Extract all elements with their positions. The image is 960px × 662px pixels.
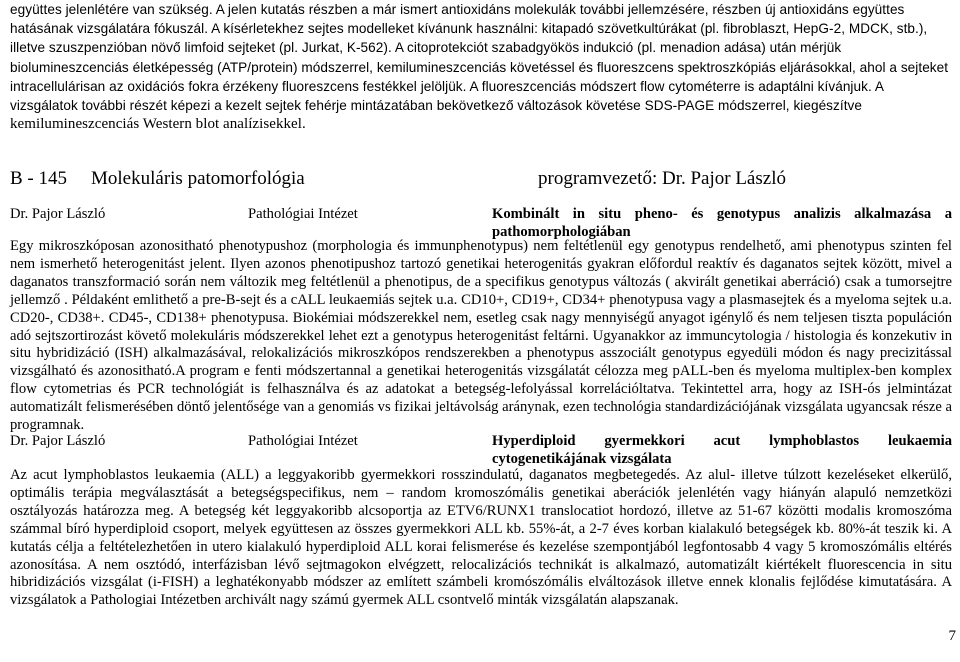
intro-line: vizsgálatok további részét képezi a kezelt sejtek fehérje mintázatában bekövetkező változások követése SDS-PAGE módszerrel, kiegészítve — [10, 98, 862, 114]
project-header — [10, 433, 952, 469]
intro-line: illetve szuszpenzióban növő limfoid sejteket (pl. Jurkat, K-562). A citoprotekciót szabadgyökös indukció (pl. menadion adása) után mérjük — [10, 40, 842, 56]
section-heading — [10, 168, 952, 190]
project-title — [492, 206, 952, 241]
project-leader: Dr. Pajor László — [10, 206, 106, 222]
project-title-line: Hyperdiploid gyermekkori acut lymphoblastos leukaemia — [492, 433, 952, 449]
project-header — [10, 206, 952, 242]
project-leader: Dr. Pajor László — [10, 433, 106, 449]
project-institute: Pathológiai Intézet — [248, 433, 358, 449]
project-title — [492, 433, 952, 468]
project-title-line: pathomorphologiában — [492, 223, 631, 240]
page-number: 7 — [948, 628, 956, 644]
project-institute: Pathológiai Intézet — [248, 206, 358, 222]
project-title-line: Kombinált in situ pheno- és genotypus analizis alkalmazása a — [492, 206, 952, 222]
intro-line: hatásának vizsgálatára fókuszál. A kísérletekhez sejtes modelleket kívánunk használni: kitapadó szövetkultúrákat (pl. fibroblaszt, HepG-2, MDCK, stb.), — [10, 21, 928, 37]
intro-line: intracellulárisan az oxidációs fokra érzékeny fluoreszcens festékkel jelöljük. A fluoreszcenciás módszert flow cytométerre is adaptálni kívánjuk. A — [10, 78, 884, 94]
section-code: B - 145 — [10, 168, 67, 189]
section-title: Molekuláris patomorfológia — [91, 168, 305, 189]
project-title-line: cytogenetikájának vizsgálata — [492, 450, 672, 467]
project-description: Az acut lymphoblastos leukaemia (ALL) a leggyakoribb gyermekkori rosszindulatú, daganatos megbetegedés. Az alul- illetve túlzott kezeléseket elkerülő, optimális terápia megválasztását a betegségspecifikus, nem – random kromoszómális genetikai aberációk jelenlétén vagy hiányán alapuló nemzetközi osztályozás határozza meg. A betegség két leggyakoribb alcsoportja az ETV6/RUNX1 translocatiot hordozó, illetve az 51-67 közötti modalis kromoszóma számmal bíró hyperdiploid csoport, melyek együttesen az összes gyermekkori ALL kb. 55%-át, a 2-7 éves korban kialakuló betegségek kb. 80%-át teszik ki. A kutatás célja a feltételezhetően in utero kialakuló hyperdiploid ALL korai felismerése és kezelése szempontjából legfontosabb 4 vagy 5 kromoszómális eltérés azonosítása. A nem osztódó, interfázisban lévő sejtmagokon elvégzett, relocalizációs technikát is alkalmazó, automatizált kiértékelt fluorescencia in situ hibridizációs vizsgálat (i-FISH) a leghatékonyabb módszer az említett számbeli kromószómális elváltozások illetve ennek klonalis fejlődése kimutatására. A vizsgálatok a Pathologiai Intézetben archivált nagy számú gyermek ALL csontvelő minták vizsgálatán alapszanak. — [10, 467, 952, 609]
program-leader: programvezető: Dr. Pajor László — [538, 168, 786, 189]
intro-line: együttes jelenlétére van szükség. A jelen kutatás részben a már ismert antioxidáns molekulák további jellemzésére, részben új antioxidáns együttes — [10, 2, 905, 17]
intro-line: kemilumineszcenciás Western blot analízisekkel. — [10, 116, 306, 133]
intro-line: biolumineszcenciás életképesség (ATP/protein) módszerrel, kemilumineszcenciás követéssel és fluoreszcens spektroszkópiás eljárásokkal, ahol a sejteket — [10, 59, 949, 75]
project-description: Egy mikroszkóposan azonositható phenotypushoz (morphologia és immunphenotypus) nem feltétlenül egy genotypus rendelhető, ami phenotypus szinten fel nem ismerhető heterogenitást jelent. Ilyen azonos phenotipushoz tartozó genetikai heterogenitás gyakran előfordul reaktív és daganatos sejtek között, mivel a daganatos transzformació során nem változik meg feltétlenül a phenotipus, de a specifikus genotypus változás ( akvirált genetikai aberráció) csak a tumorsejtre jellemző . Példaként emlithető a pre-B-sejt és a cALL leukaemiás sejtek u.a. CD10+, CD19+, CD34+ phenotypusa vagy a plasmasejtek és a myeloma sejtek u.a. CD20-, CD38+. CD45-, CD138+ phenotypusa. Biokémiai módszerekkel nem, esetleg csak nagy mennyiségű anyagot igénylő és nem teljesen tiszta populáción adó sejtszortirozást követő molekuláris módszerekkel lehet ezt a genotypus heterogenitást feltárni. Ugyanakkor az immuncytologia / histologia és konzekutiv in situ hybridizáció (ISH) alkalmazásával, relokalizációs mikroszkópos rendszerekben a phenotypus asszociált genotypus egyedüli módon és nagy precizitással vizsgálható és azonositható.A program e fenti módszertannal a genetikai heterogenitás vizsgálatát célozza meg pALL-ben és myeloma multiplex-ben komplex flow cytometrias és PCR technológiát is felhasználva és az adatokat a betegség-lefolyással korrelációltatva. Tekintettel arra, hogy az ISH-ós jelmintázat automatizált felismerésében döntő jelentősége van a genomiás vs fizikai jeltávolság aránynak, ezen technológia standardizációjának vizsgálata ugyancsak része a programnak. — [10, 238, 952, 434]
intro-paragraph — [10, 0, 952, 134]
